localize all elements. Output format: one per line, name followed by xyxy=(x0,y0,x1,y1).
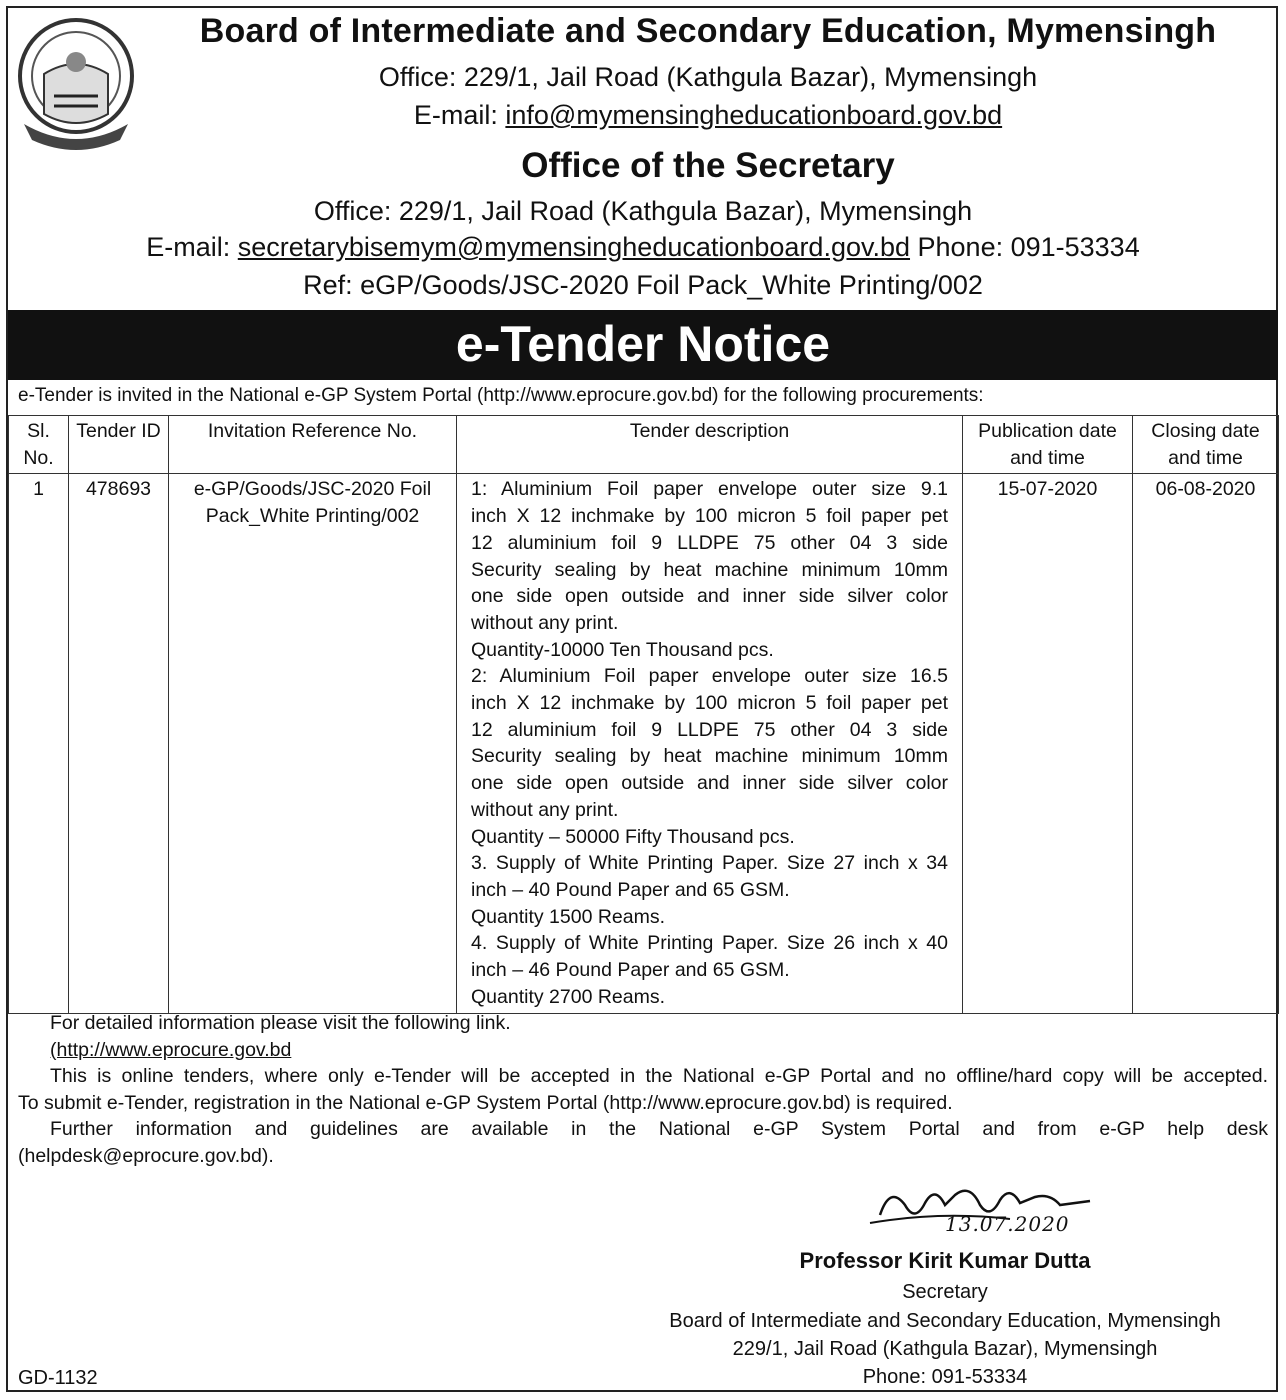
column-header: Invitation Reference No. xyxy=(169,416,457,474)
footer-line: This is online tenders, where only e-Tender will be accepted in the National e-GP Portal and no offline/hard copy will be accepted. xyxy=(50,1065,1268,1087)
secretary-email-line xyxy=(20,232,1266,263)
description-line: 4. Supply of White Printing Paper. Size 26 inch x 40 xyxy=(471,932,948,955)
notice-banner: e-Tender Notice xyxy=(8,310,1278,380)
serial-number: 1 xyxy=(9,474,69,1014)
column-header: Publication date and time xyxy=(963,416,1133,474)
table-header-row xyxy=(9,416,1279,474)
description-line: without any print. xyxy=(471,611,619,634)
signatory-address: 229/1, Jail Road (Kathgula Bazar), Mymensingh xyxy=(732,1338,1158,1360)
description-line: 1: Aluminium Foil paper envelope outer size 9.1 xyxy=(471,478,948,501)
board-email-link[interactable]: info@mymensingheducationboard.gov.bd xyxy=(505,100,1003,130)
description-line: one side open outside and inner side silver color xyxy=(471,585,948,608)
description-line: inch X 12 inchmake by 100 micron 5 foil paper pet xyxy=(471,505,948,528)
description-line: inch – 40 Pound Paper and 65 GSM. xyxy=(471,878,790,901)
tender-description xyxy=(457,474,963,1014)
description-line: Quantity – 50000 Fifty Thousand pcs. xyxy=(471,825,795,848)
footer-line: For detailed information please visit the following link. xyxy=(50,1012,511,1034)
signatory-designation: Secretary xyxy=(902,1281,988,1303)
tender-table xyxy=(8,415,1279,1014)
board-email-line xyxy=(150,100,1266,131)
intro-text: e-Tender is invited in the National e-GP System Portal (http://www.eprocure.gov.bd) for the following procurements: xyxy=(18,385,984,406)
description-line: inch X 12 inchmake by 100 micron 5 foil paper pet xyxy=(471,692,948,715)
footer-text xyxy=(18,1010,1268,1169)
column-header: Closing date and time xyxy=(1133,416,1279,474)
secretary-office-title: Office of the Secretary xyxy=(521,146,895,185)
eprocure-link[interactable]: (http://www.eprocure.gov.bd xyxy=(50,1038,292,1061)
reference-line: Ref: eGP/Goods/JSC-2020 Foil Pack_White Printing/002 xyxy=(303,270,983,300)
description-line: Quantity 2700 Reams. xyxy=(471,985,666,1008)
tender-id: 478693 xyxy=(69,474,169,1014)
secretary-phone: Phone: 091-53334 xyxy=(910,232,1140,262)
secretary-email-link[interactable]: secretarybisemym@mymensingheducationboard.gov.bd xyxy=(237,232,911,262)
signatory-phone: Phone: 091-53334 xyxy=(862,1366,1028,1388)
description-line: without any print. xyxy=(471,798,619,821)
description-line: one side open outside and inner side silver color xyxy=(471,772,948,795)
signatory-name: Professor Kirit Kumar Dutta xyxy=(799,1248,1091,1273)
board-emblem-icon xyxy=(14,14,138,154)
board-office-address: Office: 229/1, Jail Road (Kathgula Bazar), Mymensingh xyxy=(378,62,1038,92)
signature-date: 13.07.2020 xyxy=(945,1212,1070,1236)
signatory-organization: Board of Intermediate and Secondary Education, Mymensingh xyxy=(669,1310,1221,1332)
helpdesk-email[interactable]: (helpdesk@eprocure.gov.bd). xyxy=(18,1144,274,1167)
description-line: 12 aluminium foil 9 LLDPE 75 other 04 3 side xyxy=(471,718,948,741)
notice-code: GD-1132 xyxy=(18,1367,98,1389)
secretary-office-address: Office: 229/1, Jail Road (Kathgula Bazar), Mymensingh xyxy=(313,196,973,226)
description-line: 2: Aluminium Foil paper envelope outer size 16.5 xyxy=(471,665,948,688)
email-label: E-mail: xyxy=(146,232,238,262)
description-line: Quantity-10000 Ten Thousand pcs. xyxy=(471,638,774,661)
column-header: Tender ID xyxy=(69,416,169,474)
publication-date: 15-07-2020 xyxy=(963,474,1133,1014)
footer-line: To submit e-Tender, registration in the National e-GP System Portal (http://www.eprocure.gov.bd) is required. xyxy=(18,1091,953,1114)
description-line: Security sealing by heat machine minimum 10mm xyxy=(471,558,948,581)
email-label: E-mail: xyxy=(413,100,506,130)
description-line: Security sealing by heat machine minimum 10mm xyxy=(471,745,948,768)
description-line: inch – 46 Pound Paper and 65 GSM. xyxy=(471,959,790,982)
description-line: Quantity 1500 Reams. xyxy=(471,905,666,928)
invitation-reference: e-GP/Goods/JSC-2020 Foil Pack_White Printing/002 xyxy=(169,474,457,1014)
column-header: Tender description xyxy=(457,416,963,474)
board-name: Board of Intermediate and Secondary Education, Mymensingh xyxy=(199,12,1217,50)
description-line: 12 aluminium foil 9 LLDPE 75 other 04 3 side xyxy=(471,531,948,554)
closing-date: 06-08-2020 xyxy=(1133,474,1279,1014)
table-row xyxy=(9,474,1279,1014)
footer-line: Further information and guidelines are available in the National e-GP System Portal and from e-GP help desk xyxy=(50,1118,1268,1140)
column-header: Sl. No. xyxy=(9,416,69,474)
description-line: 3. Supply of White Printing Paper. Size 27 inch x 34 xyxy=(471,852,948,875)
